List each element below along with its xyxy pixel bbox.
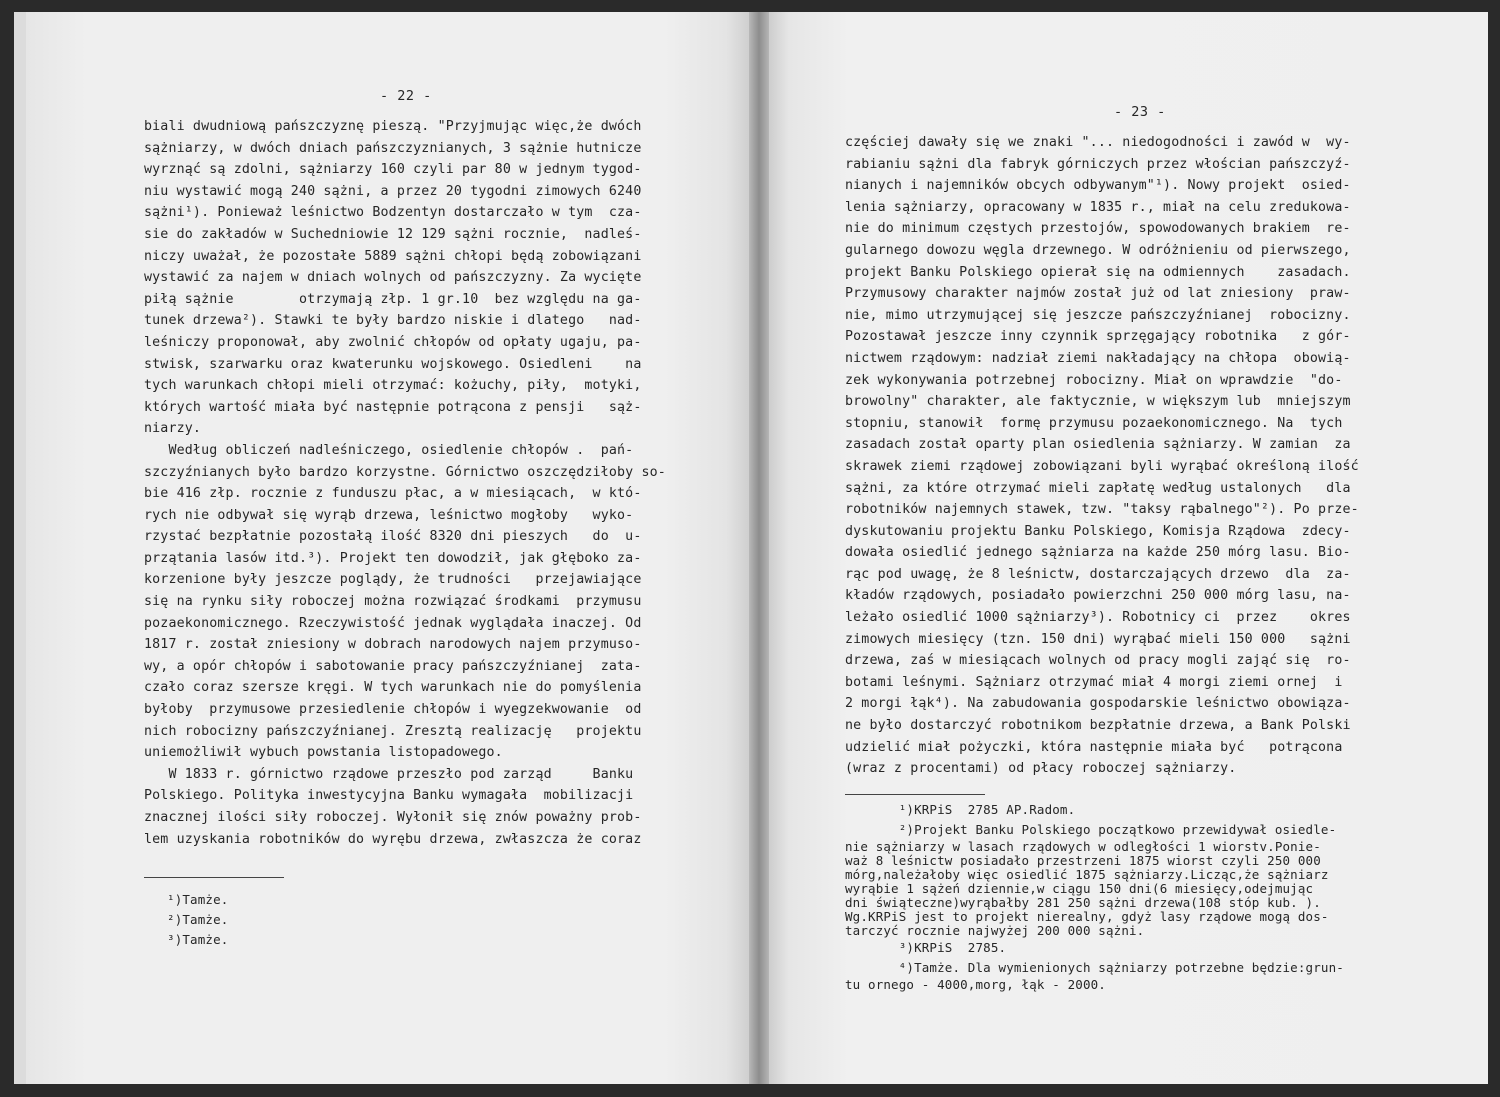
footnote-line: mórg,należałoby więc osiedlić 1875 sążniarzy.Licząc,że sążniarz [845, 867, 1329, 882]
text-line: rąc pod uwagę, że 8 leśnictw, dostarczających drzewo dla za- [845, 566, 1351, 582]
text-line: Według obliczeń nadleśniczego, osiedlenie chłopów . pań- [144, 442, 634, 458]
text-line: sie do zakładów w Suchedniowie 12 129 sążni rocznie, nadleś- [144, 226, 642, 242]
text-line: ne było dostarczyć robotnikom bezpłatnie drzewa, a Bank Polski [845, 718, 1351, 734]
text-line: stwisk, szarwarku oraz kwaterunku wojskowego. Osiedleni na [144, 356, 642, 372]
text-line: bie 416 złp. rocznie z funduszu płac, a w miesiącach, w któ- [144, 486, 642, 502]
text-line: zek wykonywania potrzebnej robocizny. Miał on wprawdzie "do- [845, 372, 1343, 388]
right-page-footnotes [845, 800, 1344, 992]
text-line: tych warunkach chłopi mieli otrzymać: kożuchy, piły, motyki, [144, 378, 642, 394]
text-line: Polskiego. Polityka inwestycyjna Banku wymagała mobilizacji [144, 788, 634, 804]
footnote-line: ³)KRPiS 2785. [845, 940, 1007, 955]
text-line: drzewa, zaś w miesiącach wolnych od pracy mogli zająć się ro- [845, 653, 1351, 669]
footnote-line: wyrąbie 1 sążeń dziennie,w ciągu 150 dni(6 miesięcy,odejmując [845, 881, 1314, 896]
text-line: skrawek ziemi rządowej zobowiązani byli wyrąbać określoną ilość [845, 458, 1359, 474]
text-line: nie, mimo utrzymującej się jeszcze pańszczyźnianej robocizny. [845, 307, 1351, 323]
text-line: Przymusowy charakter najmów został już od lat zniesiony praw- [845, 286, 1351, 302]
text-line: sążniarzy, w dwóch dniach pańszczyznianych, 3 sążnie hutnicze [144, 140, 642, 156]
text-line: nictwem rządowym: nadział ziemi nakładający na chłopa obowią- [845, 350, 1351, 366]
text-line: niarzy. [144, 421, 202, 437]
left-page-footnotes [144, 890, 228, 950]
text-line: nich robocizny pańszczyźnianej. Zresztą realizację projektu [144, 723, 642, 739]
footnote-line: nie sążniarzy w lasach rządowych w odległości 1 wiorstv.Ponie- [845, 839, 1321, 854]
text-line: się na rynku siły roboczej można rozwiązać środkami przymusu [144, 594, 642, 610]
text-line: dowała osiedlić jednego sążniarza na każde 250 mórg lasu. Bio- [845, 545, 1351, 561]
text-line: lem uzyskania robotników do wyrębu drzewa, zwłaszcza że coraz [144, 831, 642, 847]
text-line: 2 morgi łąk⁴). Na zabudowania gospodarskie leśnictwo obowiąza- [845, 696, 1351, 712]
text-line: robotników najemnych stawek, tzw. "taksy rąbalnego"²). Po prze- [845, 502, 1359, 518]
footnote-line: tu ornego - 4000,morg, łąk - 2000. [845, 977, 1106, 992]
text-line: botami leśnymi. Sążniarz otrzymać miał 4 morgi ziemi ornej i [845, 674, 1343, 690]
text-line: tunek drzewa²). Stawki te były bardzo niskie i dlatego nad- [144, 313, 642, 329]
text-line: sążni¹). Ponieważ leśnictwo Bodzentyn dostarczało w tym cza- [144, 205, 642, 221]
page-number-left: - 22 - [380, 88, 432, 104]
footnote-line: tarczyć rocznie najwyżej 200 000 sążni. [845, 923, 1145, 938]
text-line: zimowych miesięcy (tzn. 150 dni) wyrąbać mieli 150 000 sążni [845, 631, 1351, 647]
footnote-line: dni świąteczne)wyrąbałby 281 250 sążni drzewa(108 stóp kub. ). [845, 895, 1321, 910]
text-line: lenia sążniarzy, opracowany w 1835 r., miał na celu zredukowa- [845, 199, 1351, 215]
text-line: nianych i najemników obcych odbywanym"¹). Nowy projekt osied- [845, 178, 1351, 194]
footnote-rule [845, 794, 985, 795]
footnote-rule [144, 877, 284, 878]
text-line: Pozostawał jeszcze inny czynnik sprzęgający robotnika z gór- [845, 329, 1351, 345]
text-line: kładów rządowych, posiadało powierzchni 250 000 mórg lasu, na- [845, 588, 1351, 604]
footnote-line: ¹)Tamże. [144, 892, 229, 907]
text-line: znacznej ilości siły roboczej. Wyłonił się znów poważny prob- [144, 810, 642, 825]
text-line: rych nie odbywał się wyrąb drzewa, leśnictwo mogłoby wyko- [144, 507, 634, 523]
footnote-line: ⁴)Tamże. Dla wymienionych sążniarzy potrzebne będzie:grun- [845, 960, 1344, 975]
text-line: zasadach został oparty plan osiedlenia sążniarzy. W zamian za [845, 437, 1351, 453]
left-page-body [144, 116, 666, 850]
text-line: częściej dawały się we znaki "... niedogodności i zawód w wy- [845, 135, 1351, 150]
text-line: gularnego dowozu węgla drzewnego. W odróżnieniu od pierwszego, [845, 242, 1351, 258]
footnote-line: waż 8 leśnictw posiadało przestrzeni 1875 wiorst czyli 250 000 [845, 853, 1321, 868]
text-line: browolny" charakter, ale faktycznie, w większym lub mniejszym [845, 394, 1351, 410]
book-gutter [749, 12, 769, 1084]
book-spread [14, 12, 1488, 1084]
text-line: projekt Banku Polskiego opierał się na odmiennych zasadach. [845, 264, 1351, 280]
footnote-line: Wg.KRPiS jest to projekt nierealny, gdyż lasy rządowe mogą dos- [845, 909, 1329, 924]
text-line: nie do minimum częstych przestojów, spowodowanych brakiem re- [845, 221, 1351, 237]
text-line: pozaekonomicznego. Rzeczywistość jednak wyglądała inaczej. Od [144, 615, 642, 631]
text-line: biali dwudniową pańszczyznę pieszą. "Przyjmując więc,że dwóch [144, 119, 642, 134]
text-line: uniemożliwił wybuch powstania listopadowego. [144, 745, 503, 761]
right-page-body [845, 132, 1359, 780]
text-line: wy, a opór chłopów i sabotowanie pracy pańszczyźnianej zata- [144, 658, 642, 674]
text-line: wystawić za najem w dniach wolnych od pańszczyzny. Za wycięte [144, 270, 642, 286]
footnote-line: ³)Tamże. [144, 932, 229, 947]
text-line: rzystać bezpłatnie pozostałą ilość 8320 dni pieszych do u- [144, 529, 642, 545]
text-line: szczyźnianych było bardzo korzystne. Górnictwo oszczędziłoby so- [144, 464, 666, 480]
left-page [26, 12, 749, 1084]
footnote-line: ²)Projekt Banku Polskiego początkowo przewidywał osiedle- [845, 822, 1337, 837]
text-line: leśniczy proponował, aby zwolnić chłopów od opłaty ugaju, pa- [144, 334, 642, 350]
text-line: niczy uważał, że pozostałe 5889 sążni chłopi będą zobowiązani [144, 248, 642, 264]
text-line: piłą sążnie otrzymają złp. 1 gr.10 bez względu na ga- [144, 291, 642, 307]
right-page [769, 12, 1488, 1084]
text-line: których wartość miała być następnie potrącona z pensji sąż- [144, 399, 642, 415]
text-line: (wraz z procentami) od płacy roboczej sążniarzy. [845, 761, 1237, 777]
text-line: W 1833 r. górnictwo rządowe przeszło pod zarząd Banku [144, 766, 634, 782]
text-line: niu wystawić mogą 240 sążni, a przez 20 tygodni zimowych 6240 [144, 183, 642, 199]
text-line: leżało osiedlić 1000 sążniarzy³). Robotnicy ci przez okres [845, 610, 1351, 626]
page-number-right: - 23 - [1114, 104, 1166, 120]
text-line: wyrznąć są zdolni, sążniarzy 160 czyli par 80 w jednym tygod- [144, 162, 642, 178]
text-line: przątania lasów itd.³). Projekt ten dowodził, jak głęboko za- [144, 550, 642, 566]
text-line: stopniu, stanowił formę przymusu pozaekonomicznego. Na tych [845, 415, 1343, 431]
footnote-line: ²)Tamże. [144, 912, 229, 927]
text-line: sążni, za które otrzymać mieli zapłatę według ustalonych dla [845, 480, 1351, 496]
text-line: korzenione były jeszcze poglądy, że trudności przejawiające [144, 572, 642, 588]
text-line: udzielić miał pożyczki, która następnie miała być potrącona [845, 739, 1343, 755]
text-line: rabianiu sążni dla fabryk górniczych przez włościan pańszczyź- [845, 156, 1351, 172]
text-line: czało coraz szersze kręgi. W tych warunkach nie do pomyślenia [144, 680, 642, 696]
text-line: 1817 r. został zniesiony w dobrach narodowych najem przymuso- [144, 637, 642, 653]
text-line: dyskutowaniu projektu Banku Polskiego, Komisja Rządowa zdecy- [845, 523, 1351, 539]
footnote-line: ¹)KRPiS 2785 AP.Radom. [845, 802, 1076, 817]
text-line: byłoby przymusowe przesiedlenie chłopów i wyegzekwowanie od [144, 702, 642, 718]
